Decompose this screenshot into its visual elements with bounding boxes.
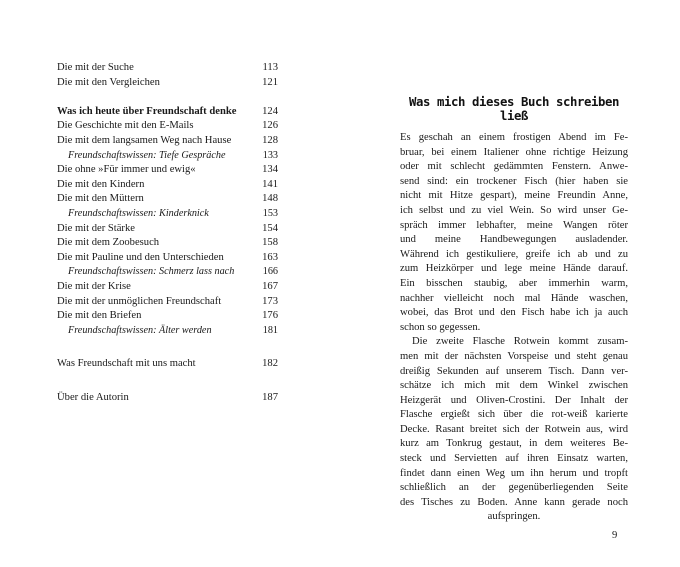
body-text-line: bruar, bei einem Italiener ohne richtige Heizung — [400, 146, 628, 158]
toc-entry-title: Was ich heute über Freundschaft denke — [57, 105, 237, 117]
toc-entry-page: 154 — [262, 222, 278, 234]
toc-entry-title: Freundschaftswissen: Älter werden — [68, 324, 212, 336]
toc-entry-title: Die ohne »Für immer und ewig« — [57, 164, 196, 176]
body-text-line: send sind: ein trockener Fisch (hier haben sie — [400, 175, 628, 187]
body-text-line: des Tisches zu Boden. Anne kann gerade noch — [400, 496, 628, 508]
body-text-line: Die zweite Flasche Rotwein kommt zusam- — [412, 336, 628, 348]
toc-entry-title: Die mit den Briefen — [57, 310, 142, 322]
toc-entry — [57, 251, 278, 266]
toc-entry — [57, 357, 278, 372]
toc-entry-page: 113 — [262, 62, 278, 73]
toc-entry-page: 153 — [262, 207, 278, 219]
toc-entry-page: 141 — [262, 178, 278, 190]
toc-spacer — [57, 90, 278, 105]
toc-entry-page: 167 — [262, 280, 278, 292]
body-text-line: wobei, das Brot und den Fisch habe ich ja auch — [400, 307, 628, 319]
toc-subentry — [57, 207, 278, 222]
toc-entry — [57, 192, 278, 207]
toc-subentry — [57, 265, 278, 280]
toc-entry-page: 126 — [262, 120, 278, 132]
body-text-line: Es geschah an einem frostigen Abend im Fe- — [400, 132, 628, 143]
toc-entry-page: 181 — [262, 324, 278, 336]
toc-entry-page: 128 — [262, 134, 278, 146]
toc-entry — [57, 163, 278, 178]
body-text-line: oder mit schlecht gedämmten Fenstern. Anwe- — [400, 161, 628, 173]
toc-entry — [57, 119, 278, 134]
toc-subentry — [57, 324, 278, 339]
body-text-line: aufspringen. — [487, 511, 541, 523]
body-text-line: und meine Handbewegungen ausladender. — [400, 234, 628, 246]
toc-entry-title: Die Geschichte mit den E-Mails — [57, 120, 194, 132]
toc-entry-page: 173 — [262, 295, 278, 307]
toc-entry — [57, 105, 278, 120]
body-text-line: Ein bisschen staubig, aber immerhin warm, — [400, 277, 628, 289]
toc-entry — [57, 295, 278, 310]
toc-entry — [57, 134, 278, 149]
toc-entry-title: Die mit dem Zoobesuch — [57, 237, 160, 249]
body-text-line: Heizgerät und Oliven-Crostini. Der Inhalt der — [400, 394, 628, 406]
toc-spacer — [57, 338, 278, 357]
body-text-line: nachher vielleicht noch mal Hände waschen, — [400, 292, 628, 304]
toc-entry — [57, 76, 278, 91]
body-text-line: Decke. Rasant breitet sich der Rotwein aus, wird — [400, 423, 628, 435]
page-number: 9 — [612, 530, 618, 541]
toc-entry-page: 134 — [262, 164, 278, 176]
toc-entry-page: 121 — [262, 76, 278, 88]
toc-entry-page: 133 — [262, 149, 278, 161]
body-text-line: spräch immer lebhafter, meine Wangen röter — [400, 219, 628, 231]
body-text-line: findet dann einen Weg um ihn herum und tropft — [400, 467, 628, 479]
body-text-line: zum Heizkörper und lege meine Hände darauf. — [400, 263, 628, 275]
toc-entry-title: Die mit der Suche — [57, 62, 134, 73]
toc-entry — [57, 280, 278, 295]
body-text-line: kurz am Tonkrug gestaut, in dem weiteres Be- — [400, 438, 628, 450]
body-text-line: ich selbst und zu viel Wein. So wird unser Ge- — [400, 204, 628, 216]
toc-entry-title: Die mit dem langsamen Weg nach Hause — [57, 134, 232, 146]
body-text-line: men mit der nächsten Vorspeise und steht genau — [400, 350, 628, 362]
toc-entry-page: 187 — [262, 391, 278, 403]
toc-entry — [57, 61, 278, 76]
toc-entry — [57, 236, 278, 251]
toc-subentry — [57, 149, 278, 164]
toc-entry — [57, 178, 278, 193]
toc-spacer — [57, 372, 278, 391]
toc-entry-title: Die mit der Stärke — [57, 222, 135, 234]
toc-entry-page: 176 — [262, 310, 278, 322]
body-text-line: schon so gegessen. — [400, 321, 481, 333]
body-text-line: dreißig Sekunden auf unserem Tisch. Dann ver- — [400, 365, 628, 377]
toc-entry-title: Freundschaftswissen: Schmerz lass nach — [68, 266, 235, 278]
toc-entry-title: Die mit den Müttern — [57, 193, 144, 205]
toc-entry-page: 158 — [262, 237, 278, 249]
toc-entry-page: 163 — [262, 251, 278, 263]
toc-entry-title: Freundschaftswissen: Tiefe Gespräche — [68, 149, 226, 161]
toc-entry-page: 166 — [262, 266, 278, 278]
chapter-body-text — [400, 131, 628, 525]
body-text-line: schließlich an der gegenüberliegenden Seite — [400, 482, 628, 494]
toc-entry-title: Die mit der Krise — [57, 280, 131, 292]
table-of-contents — [57, 61, 278, 405]
body-text-line: Während ich gestikuliere, greife ich ab und zu — [400, 248, 628, 260]
toc-entry-title: Über die Autorin — [57, 391, 129, 403]
toc-entry-page: 148 — [262, 193, 278, 205]
toc-entry-title: Die mit den Kindern — [57, 178, 145, 190]
body-text-line: Flasche ergießt sich über die rot-weiß karierte — [400, 409, 628, 421]
toc-entry-page: 182 — [262, 358, 278, 370]
toc-entry-title: Freundschaftswissen: Kinderknick — [68, 207, 209, 219]
toc-entry — [57, 309, 278, 324]
toc-entry-title: Was Freundschaft mit uns macht — [57, 358, 196, 370]
body-text-line: schätze ich mich mit dem Winkel zwischen — [400, 380, 628, 392]
body-text-line: nicht mit Hitze gespart), meine Freundin Anne, — [400, 190, 628, 202]
toc-entry-title: Die mit den Vergleichen — [57, 76, 160, 88]
toc-entry — [57, 391, 278, 406]
toc-entry-title: Die mit der unmöglichen Freundschaft — [57, 295, 222, 307]
toc-entry-page: 124 — [262, 105, 278, 117]
toc-entry — [57, 222, 278, 237]
toc-entry-title: Die mit Pauline und den Unterschieden — [57, 251, 224, 263]
body-text-line: steck und Servietten auf ihren Einsatz warten, — [400, 453, 628, 465]
chapter-title: Was mich dieses Buch schreiben ließ — [408, 95, 620, 123]
